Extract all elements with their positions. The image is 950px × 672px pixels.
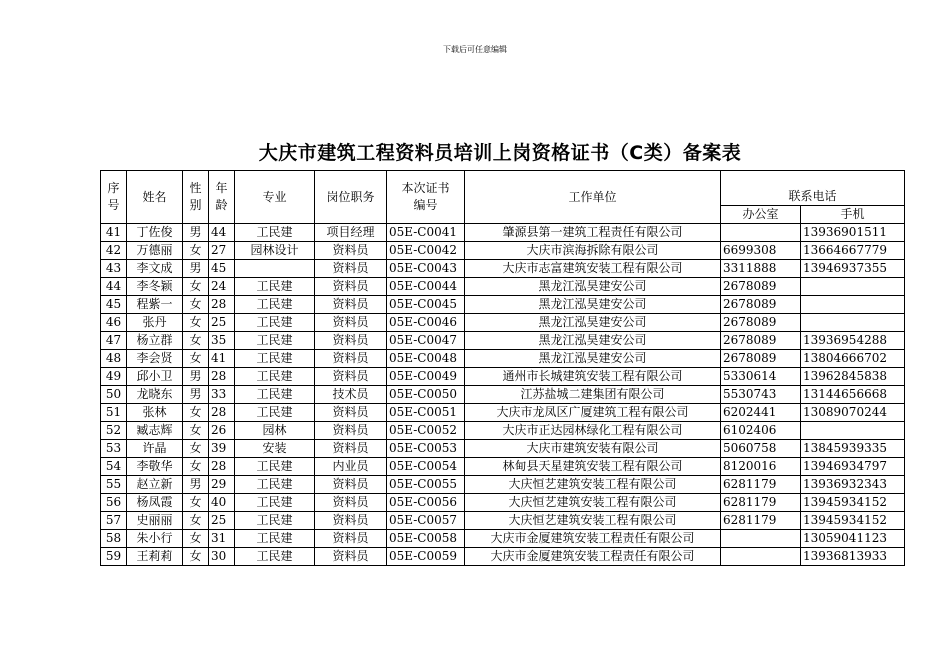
cell-name: 杨凤霞: [127, 494, 183, 512]
cell-seq: 55: [101, 476, 127, 494]
cell-office: 2678089: [721, 332, 801, 350]
cell-seq: 52: [101, 422, 127, 440]
table-row: [101, 512, 905, 530]
cell-major: 工民建: [235, 548, 315, 566]
cell-position: 资料员: [315, 368, 387, 386]
cell-cert: 05E-C0058: [387, 530, 465, 548]
cell-unit: 大庆恒艺建筑安装工程有限公司: [465, 512, 721, 530]
cell-office: [721, 530, 801, 548]
cell-mobile: [801, 422, 905, 440]
cell-position: 资料员: [315, 350, 387, 368]
cell-gender: 男: [183, 368, 209, 386]
cell-name: 丁佐俊: [127, 224, 183, 242]
cell-age: 25: [209, 512, 235, 530]
cell-office: 2678089: [721, 314, 801, 332]
cell-position: 资料员: [315, 440, 387, 458]
cell-mobile: 13946937355: [801, 260, 905, 278]
cell-major: 工民建: [235, 314, 315, 332]
cell-unit: 林甸县天星建筑安装工程有限公司: [465, 458, 721, 476]
cell-name: 程紫一: [127, 296, 183, 314]
cell-office: 8120016: [721, 458, 801, 476]
cell-cert: 05E-C0056: [387, 494, 465, 512]
cell-age: 28: [209, 458, 235, 476]
cell-unit: 大庆市龙凤区广厦建筑工程有限公司: [465, 404, 721, 422]
cell-seq: 43: [101, 260, 127, 278]
cell-unit: 黑龙江泓昊建安公司: [465, 296, 721, 314]
cell-age: 39: [209, 440, 235, 458]
cell-seq: 58: [101, 530, 127, 548]
cell-cert: 05E-C0054: [387, 458, 465, 476]
cell-gender: 女: [183, 332, 209, 350]
cell-office: 2678089: [721, 350, 801, 368]
cell-name: 龙晓东: [127, 386, 183, 404]
cell-mobile: 13664667779: [801, 242, 905, 260]
header-name: 姓名: [127, 171, 183, 224]
cell-age: 25: [209, 314, 235, 332]
table-row: [101, 458, 905, 476]
cell-name: 李冬颖: [127, 278, 183, 296]
table-row: [101, 224, 905, 242]
cell-unit: 大庆市正达园林绿化工程有限公司: [465, 422, 721, 440]
cell-position: 资料员: [315, 242, 387, 260]
cell-major: 工民建: [235, 476, 315, 494]
cell-position: 资料员: [315, 422, 387, 440]
cell-seq: 59: [101, 548, 127, 566]
cell-major: 工民建: [235, 458, 315, 476]
cell-mobile: 13936954288: [801, 332, 905, 350]
header-cert: 本次证书编号: [387, 171, 465, 224]
cell-gender: 女: [183, 314, 209, 332]
cell-position: 内业员: [315, 458, 387, 476]
cell-unit: 大庆恒艺建筑安装工程有限公司: [465, 494, 721, 512]
cell-office: 6281179: [721, 512, 801, 530]
cell-name: 臧志辉: [127, 422, 183, 440]
table-row: [101, 260, 905, 278]
cell-unit: 肇源县第一建筑工程责任有限公司: [465, 224, 721, 242]
cell-gender: 男: [183, 260, 209, 278]
header-age: 年龄: [209, 171, 235, 224]
cell-mobile: 13945934152: [801, 494, 905, 512]
cell-gender: 女: [183, 296, 209, 314]
cell-seq: 44: [101, 278, 127, 296]
cell-office: [721, 224, 801, 242]
header-gender: 性别: [183, 171, 209, 224]
cell-seq: 48: [101, 350, 127, 368]
page-header-note: 下载后可任意编辑: [443, 45, 507, 54]
cell-major: 工民建: [235, 386, 315, 404]
cell-unit: 黑龙江泓昊建安公司: [465, 350, 721, 368]
cell-age: 40: [209, 494, 235, 512]
cell-unit: 黑龙江泓昊建安公司: [465, 278, 721, 296]
cell-major: [235, 260, 315, 278]
table-row: [101, 476, 905, 494]
cell-age: 26: [209, 422, 235, 440]
cell-mobile: 13089070244: [801, 404, 905, 422]
cell-major: 工民建: [235, 296, 315, 314]
cell-seq: 42: [101, 242, 127, 260]
cell-age: 35: [209, 332, 235, 350]
cell-seq: 46: [101, 314, 127, 332]
cell-unit: 大庆市金厦建筑安装工程责任有限公司: [465, 530, 721, 548]
cell-cert: 05E-C0044: [387, 278, 465, 296]
cell-unit: 大庆市建筑安装有限公司: [465, 440, 721, 458]
cell-name: 赵立新: [127, 476, 183, 494]
cell-name: 万德丽: [127, 242, 183, 260]
table-row: [101, 242, 905, 260]
cell-office: 6281179: [721, 494, 801, 512]
cell-major: 工民建: [235, 530, 315, 548]
cell-position: 资料员: [315, 260, 387, 278]
cell-position: 资料员: [315, 476, 387, 494]
cell-unit: 大庆市志富建筑安装工程有限公司: [465, 260, 721, 278]
cell-name: 朱小行: [127, 530, 183, 548]
cell-cert: 05E-C0052: [387, 422, 465, 440]
header-seq: 序号: [101, 171, 127, 224]
cell-cert: 05E-C0057: [387, 512, 465, 530]
cell-age: 33: [209, 386, 235, 404]
cell-mobile: 13059041123: [801, 530, 905, 548]
cell-position: 项目经理: [315, 224, 387, 242]
cell-age: 29: [209, 476, 235, 494]
cell-age: 28: [209, 404, 235, 422]
cell-position: 资料员: [315, 296, 387, 314]
cell-name: 王莉莉: [127, 548, 183, 566]
cell-name: 许晶: [127, 440, 183, 458]
cell-major: 工民建: [235, 404, 315, 422]
cell-mobile: 13946934797: [801, 458, 905, 476]
cell-cert: 05E-C0043: [387, 260, 465, 278]
cell-position: 资料员: [315, 512, 387, 530]
table-header-row: [101, 171, 905, 206]
cell-cert: 05E-C0055: [387, 476, 465, 494]
cell-mobile: [801, 314, 905, 332]
cell-gender: 女: [183, 422, 209, 440]
cell-cert: 05E-C0046: [387, 314, 465, 332]
cell-position: 资料员: [315, 332, 387, 350]
cell-office: 5060758: [721, 440, 801, 458]
cell-name: 杨立群: [127, 332, 183, 350]
cell-office: 3311888: [721, 260, 801, 278]
cell-position: 资料员: [315, 494, 387, 512]
header-mobile: 手机: [801, 206, 905, 224]
cell-office: 6281179: [721, 476, 801, 494]
cell-seq: 51: [101, 404, 127, 422]
cell-major: 工民建: [235, 224, 315, 242]
cell-name: 李文成: [127, 260, 183, 278]
cell-age: 31: [209, 530, 235, 548]
cell-mobile: [801, 296, 905, 314]
cell-age: 41: [209, 350, 235, 368]
cell-office: 6102406: [721, 422, 801, 440]
cell-mobile: 13936932343: [801, 476, 905, 494]
header-phone: 联系电话: [721, 171, 905, 206]
cell-gender: 男: [183, 386, 209, 404]
cell-seq: 53: [101, 440, 127, 458]
table-row: [101, 440, 905, 458]
cell-gender: 女: [183, 548, 209, 566]
cell-position: 资料员: [315, 404, 387, 422]
cell-office: [721, 548, 801, 566]
cell-major: 工民建: [235, 494, 315, 512]
cell-seq: 45: [101, 296, 127, 314]
cell-gender: 女: [183, 350, 209, 368]
header-major: 专业: [235, 171, 315, 224]
cell-seq: 57: [101, 512, 127, 530]
table-row: [101, 314, 905, 332]
cell-unit: 江苏盐城二建集团有限公司: [465, 386, 721, 404]
cell-gender: 女: [183, 458, 209, 476]
table-row: [101, 386, 905, 404]
header-office: 办公室: [721, 206, 801, 224]
cell-seq: 41: [101, 224, 127, 242]
cell-gender: 男: [183, 224, 209, 242]
table-row: [101, 548, 905, 566]
cell-mobile: 13804666702: [801, 350, 905, 368]
cell-name: 李敬华: [127, 458, 183, 476]
cell-major: 安装: [235, 440, 315, 458]
document-title: 大庆市建筑工程资料员培训上岗资格证书（C类）备案表: [258, 142, 742, 164]
cell-gender: 女: [183, 440, 209, 458]
cell-mobile: 13144656668: [801, 386, 905, 404]
cell-seq: 54: [101, 458, 127, 476]
roster-body: [101, 224, 905, 566]
cell-seq: 47: [101, 332, 127, 350]
cell-position: 资料员: [315, 278, 387, 296]
cell-age: 24: [209, 278, 235, 296]
cell-position: 资料员: [315, 530, 387, 548]
cell-cert: 05E-C0059: [387, 548, 465, 566]
cell-seq: 56: [101, 494, 127, 512]
cell-gender: 女: [183, 242, 209, 260]
cell-position: 技术员: [315, 386, 387, 404]
table-row: [101, 422, 905, 440]
cell-unit: 黑龙江泓昊建安公司: [465, 314, 721, 332]
header-unit: 工作单位: [465, 171, 721, 224]
cell-position: 资料员: [315, 548, 387, 566]
cell-major: 园林设计: [235, 242, 315, 260]
cell-unit: 大庆市滨海拆除有限公司: [465, 242, 721, 260]
cell-cert: 05E-C0049: [387, 368, 465, 386]
cell-age: 30: [209, 548, 235, 566]
cell-gender: 女: [183, 530, 209, 548]
cell-office: 6202441: [721, 404, 801, 422]
cell-position: 资料员: [315, 314, 387, 332]
cell-cert: 05E-C0048: [387, 350, 465, 368]
cell-major: 园林: [235, 422, 315, 440]
cell-major: 工民建: [235, 512, 315, 530]
cell-major: 工民建: [235, 350, 315, 368]
cell-mobile: 13962845838: [801, 368, 905, 386]
table-row: [101, 332, 905, 350]
cell-cert: 05E-C0041: [387, 224, 465, 242]
table-row: [101, 494, 905, 512]
cell-age: 44: [209, 224, 235, 242]
header-position: 岗位职务: [315, 171, 387, 224]
cell-age: 27: [209, 242, 235, 260]
cell-cert: 05E-C0050: [387, 386, 465, 404]
cell-name: 邱小卫: [127, 368, 183, 386]
cell-name: 史丽丽: [127, 512, 183, 530]
cell-cert: 05E-C0042: [387, 242, 465, 260]
cell-mobile: 13945934152: [801, 512, 905, 530]
cell-name: 张林: [127, 404, 183, 422]
cell-mobile: 13845939335: [801, 440, 905, 458]
cell-office: 5330614: [721, 368, 801, 386]
cell-mobile: 13936813933: [801, 548, 905, 566]
cell-age: 28: [209, 296, 235, 314]
cell-unit: 黑龙江泓昊建安公司: [465, 332, 721, 350]
cell-gender: 男: [183, 476, 209, 494]
cell-cert: 05E-C0045: [387, 296, 465, 314]
cell-gender: 女: [183, 404, 209, 422]
cell-cert: 05E-C0047: [387, 332, 465, 350]
cell-office: 6699308: [721, 242, 801, 260]
cell-seq: 49: [101, 368, 127, 386]
cell-name: 李会贤: [127, 350, 183, 368]
cell-unit: 大庆市金厦建筑安装工程责任有限公司: [465, 548, 721, 566]
table-row: [101, 296, 905, 314]
table-row: [101, 530, 905, 548]
cell-seq: 50: [101, 386, 127, 404]
cell-office: 2678089: [721, 296, 801, 314]
cell-gender: 女: [183, 278, 209, 296]
cell-unit: 大庆恒艺建筑安装工程有限公司: [465, 476, 721, 494]
table-row: [101, 368, 905, 386]
cell-age: 28: [209, 368, 235, 386]
cell-office: 5530743: [721, 386, 801, 404]
cell-mobile: [801, 278, 905, 296]
cell-age: 45: [209, 260, 235, 278]
cell-gender: 女: [183, 494, 209, 512]
cell-office: 2678089: [721, 278, 801, 296]
cell-cert: 05E-C0051: [387, 404, 465, 422]
table-row: [101, 404, 905, 422]
cell-gender: 女: [183, 512, 209, 530]
cell-unit: 通州市长城建筑安装工程有限公司: [465, 368, 721, 386]
cell-major: 工民建: [235, 332, 315, 350]
cell-mobile: 13936901511: [801, 224, 905, 242]
cell-major: 工民建: [235, 368, 315, 386]
table-row: [101, 350, 905, 368]
table-row: [101, 278, 905, 296]
cell-name: 张丹: [127, 314, 183, 332]
roster-table: [100, 170, 905, 566]
cell-cert: 05E-C0053: [387, 440, 465, 458]
cell-major: 工民建: [235, 278, 315, 296]
